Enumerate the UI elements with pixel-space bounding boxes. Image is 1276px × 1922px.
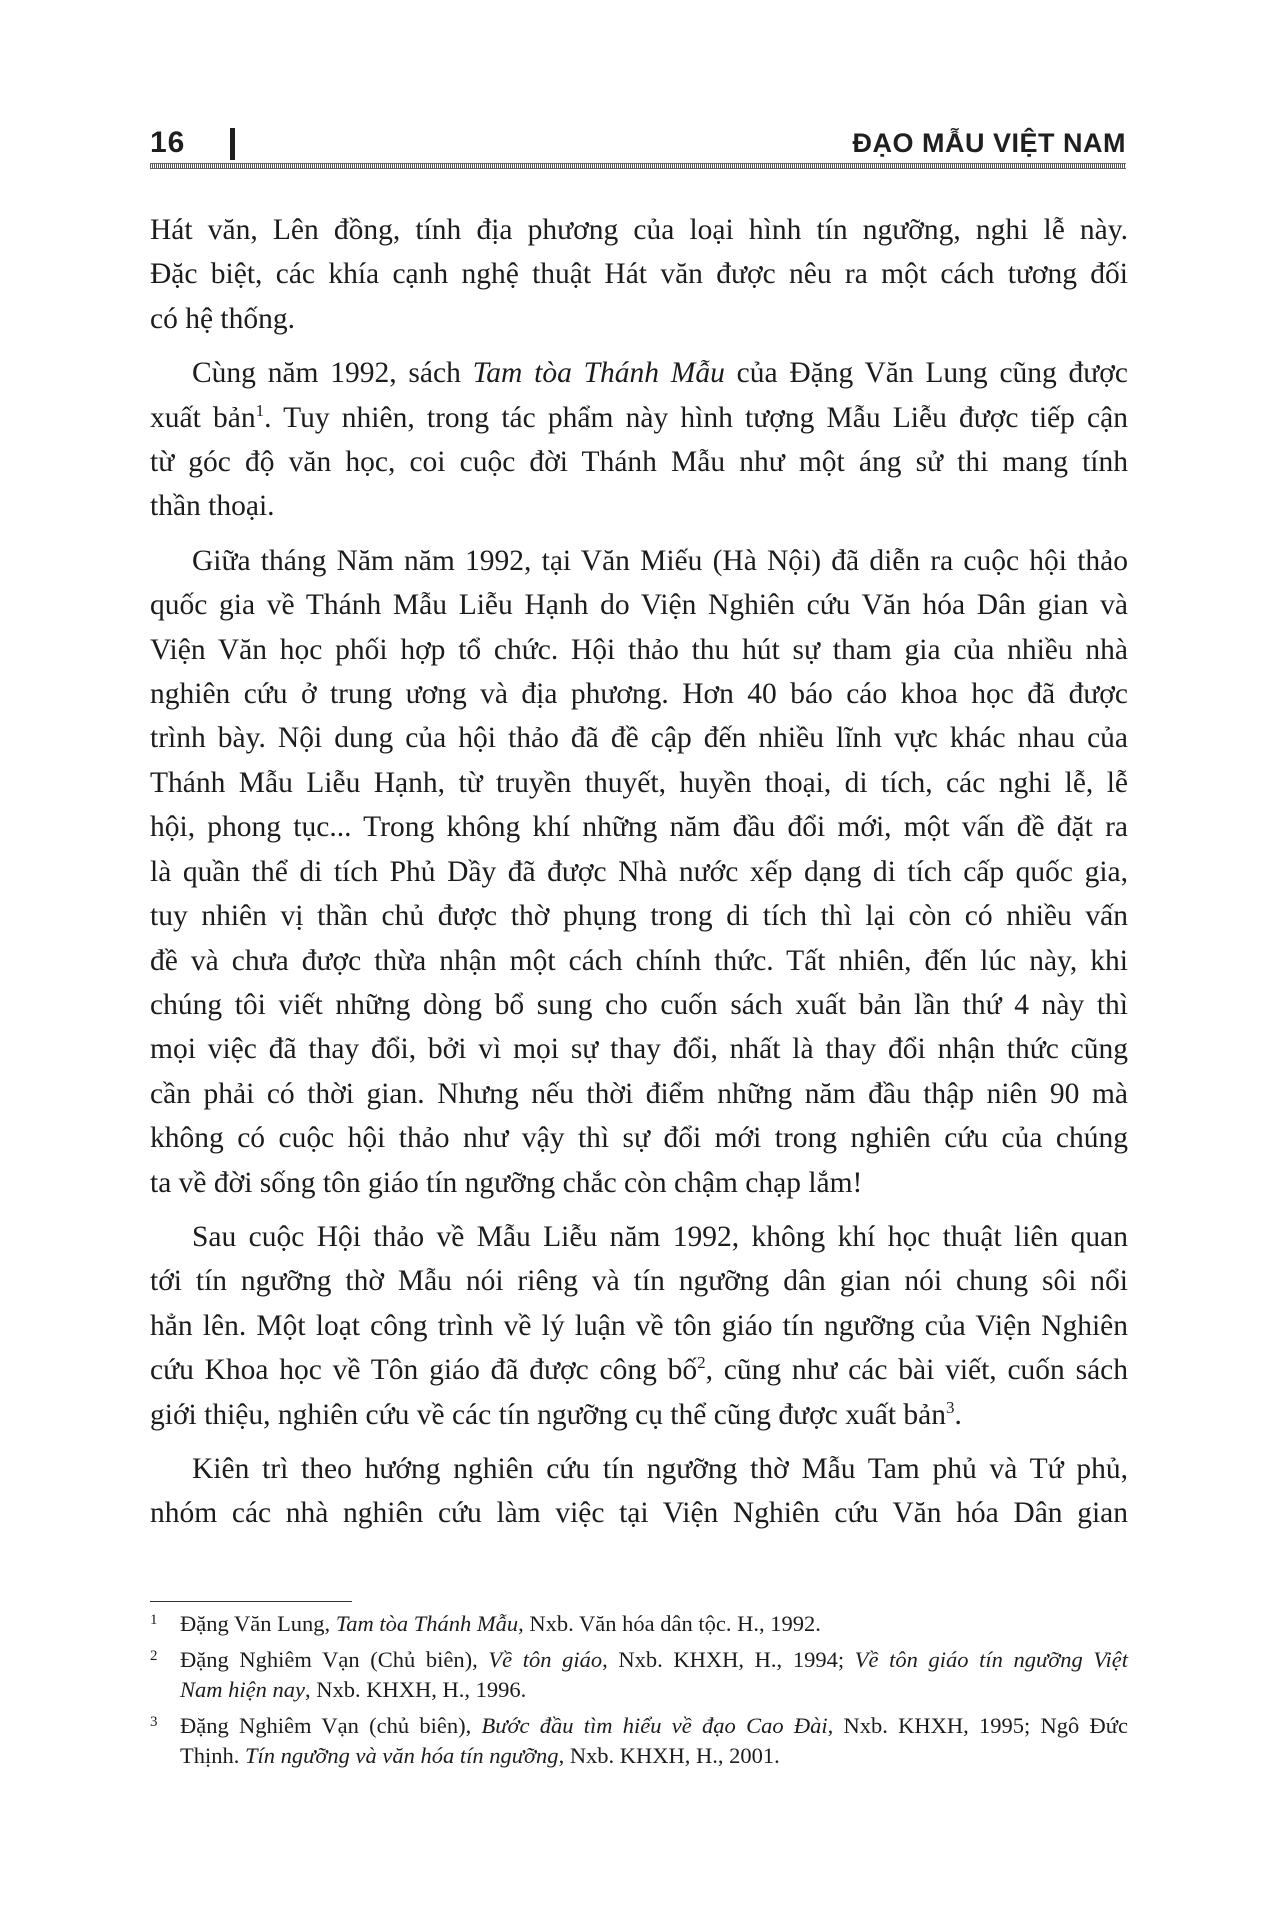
text-run: , cũng như các bài viết, cuốn sách — [705, 1354, 1129, 1387]
text-run: giới thiệu, nghiên cứu về các tín ngưỡng cụ thể cũng được xuất bản — [150, 1398, 946, 1431]
text-line: Thánh Mẫu Liễu Hạnh, từ truyền thuyết, huyền thoại, di tích, các nghi lễ, lễ — [150, 766, 1128, 799]
text-line: cần phải có thời gian. Nhưng nếu thời điểm những năm đầu thập niên 90 mà — [150, 1077, 1128, 1110]
text-run: Kiên trì theo hướng nghiên cứu tín ngưỡng thờ Mẫu Tam phủ và Tứ phủ, — [192, 1452, 1128, 1485]
text-line: hội, phong tục... Trong không khí những năm đầu đổi mới, một vấn đề đặt ra — [150, 811, 1128, 844]
footnote-ref: 2 — [697, 1353, 706, 1373]
text-line — [150, 1348, 1128, 1392]
text-run: . — [954, 1398, 962, 1431]
cited-title: Về tôn giáo tín ngưỡng Việt — [854, 1647, 1128, 1672]
body-text — [150, 208, 1128, 1546]
text-run: Thịnh. — [180, 1743, 245, 1768]
text-run: , Nxb. Văn hóa dân tộc. H., 1992. — [518, 1611, 821, 1636]
text-run: Giữa tháng Năm năm 1992, tại Văn Miếu (Hà Nội) đã diễn ra cuộc hội thảo — [192, 544, 1128, 577]
paragraph-4 — [150, 1215, 1128, 1437]
text-line — [150, 396, 1128, 440]
footnote-ref: 1 — [255, 400, 265, 420]
text-line: trình bày. Nội dung của hội thảo đã đề cập đến nhiều lĩnh vực khác nhau của — [150, 722, 1128, 755]
text-run: cứu Khoa học về Tôn giáo đã được công bố — [150, 1354, 698, 1387]
footnote-1 — [150, 1609, 1128, 1639]
text-run: Cùng năm 1992, sách — [192, 357, 473, 390]
cited-title: Tam tòa Thánh Mẫu — [335, 1611, 519, 1636]
header-divider-bar — [230, 128, 235, 160]
text-run: Đặng Văn Lung, — [180, 1611, 336, 1636]
book-title-italic: Tam tòa Thánh Mẫu — [472, 357, 725, 390]
text-run: , Nxb. KHXH, H., 1996. — [304, 1677, 527, 1702]
text-line: hẳn lên. Một loạt công trình về lý luận về tôn giáo tín ngưỡng của Viện Nghiên — [150, 1309, 1128, 1342]
text-line — [180, 1711, 1128, 1741]
text-line: không có cuộc hội thảo như vậy thì sự đổi mới trong nghiên cứu của chúng — [150, 1122, 1128, 1155]
text-line: Viện Văn học phối hợp tổ chức. Hội thảo thu hút sự tham gia của nhiều nhà — [150, 633, 1128, 666]
text-run: xuất bản — [150, 401, 256, 434]
text-line: quốc gia về Thánh Mẫu Liễu Hạnh do Viện Nghiên cứu Văn hóa Dân gian và — [150, 589, 1128, 622]
text-line: mọi việc đã thay đổi, bởi vì mọi sự thay đổi, nhất là thay đổi nhận thức cũng — [150, 1033, 1128, 1066]
text-line: thần thoại. — [150, 490, 275, 523]
text-line — [150, 1215, 1128, 1259]
header-rule — [150, 163, 1126, 169]
text-line — [180, 1741, 1128, 1771]
text-line: tuy nhiên vị thần chủ được thờ phụng trong di tích thì lại còn có nhiều vấn — [150, 900, 1128, 933]
cited-title: Nam hiện nay — [180, 1677, 305, 1702]
text-line — [180, 1675, 1128, 1705]
text-line — [150, 1393, 1128, 1437]
paragraph-5 — [150, 1447, 1128, 1536]
cited-title: Về tôn giáo — [488, 1647, 603, 1672]
footnote-3 — [150, 1711, 1128, 1771]
text-line — [180, 1645, 1128, 1675]
footnotes — [150, 1609, 1128, 1777]
footnote-number: 2 — [150, 1648, 158, 1664]
page-number: 16 — [150, 126, 186, 159]
text-line: đề và chưa được thừa nhận một cách chính thức. Tất nhiên, đến lúc này, khi — [150, 944, 1128, 977]
text-line — [150, 351, 1128, 395]
text-line: Hát văn, Lên đồng, tính địa phương của loại hình tín ngưỡng, nghi lễ này. — [150, 214, 1128, 246]
text-run: Đặng Nghiêm Vạn (chủ biên), — [180, 1713, 482, 1738]
text-line: ta về đời sống tôn giáo tín ngưỡng chắc còn chậm chạp lắm! — [150, 1166, 863, 1199]
text-line: Đặc biệt, các khía cạnh nghệ thuật Hát văn được nêu ra một cách tương đối — [150, 258, 1128, 291]
text-line: tới tín ngưỡng thờ Mẫu nói riêng và tín ngưỡng dân gian nói chung sôi nổi — [150, 1265, 1128, 1298]
text-line: có hệ thống. — [150, 302, 296, 335]
text-line: nghiên cứu ở trung ương và địa phương. Hơn 40 báo cáo khoa học đã được — [150, 678, 1128, 711]
text-run: của Đặng Văn Lung cũng được — [724, 357, 1128, 390]
text-run: Đặng Nghiêm Vạn (Chủ biên), — [180, 1647, 489, 1672]
text-line: chúng tôi viết những dòng bổ sung cho cuốn sách xuất bản lần thứ 4 này thì — [150, 988, 1128, 1021]
text-line: là quần thể di tích Phủ Dầy đã được Nhà nước xếp dạng di tích cấp quốc gia, — [150, 855, 1128, 888]
text-line: từ góc độ văn học, coi cuộc đời Thánh Mẫu như một áng sử thi mang tính — [150, 446, 1128, 479]
text-run: , Nxb. KHXH, 1995; Ngô Đức — [827, 1713, 1128, 1738]
text-run: Sau cuộc Hội thảo về Mẫu Liễu năm 1992, không khí học thuật liên quan — [192, 1220, 1128, 1253]
footnote-number: 3 — [150, 1714, 158, 1730]
text-line — [150, 1447, 1128, 1491]
footnote-2 — [150, 1645, 1128, 1705]
footnote-number: 1 — [150, 1612, 158, 1628]
running-header — [150, 126, 1126, 162]
text-line: nhóm các nhà nghiên cứu làm việc tại Viện Nghiên cứu Văn hóa Dân gian — [150, 1497, 1128, 1530]
paragraph-1 — [150, 208, 1128, 341]
cited-title: Bước đầu tìm hiểu về đạo Cao Đài — [481, 1713, 828, 1738]
cited-title: Tín ngưỡng và văn hóa tín ngưỡng — [245, 1743, 559, 1768]
footnote-separator — [150, 1601, 352, 1602]
text-run: . Tuy nhiên, trong tác phẩm này hình tượng Mẫu Liễu được tiếp cận — [264, 401, 1128, 434]
paragraph-3 — [150, 539, 1128, 1205]
text-run: , Nxb. KHXH, H., 2001. — [558, 1743, 780, 1768]
book-title: ĐẠO MẪU VIỆT NAM — [852, 128, 1126, 158]
footnote-ref: 3 — [946, 1397, 955, 1417]
text-line — [150, 539, 1128, 583]
text-run: , Nxb. KHXH, H., 1994; — [602, 1647, 855, 1672]
paragraph-2 — [150, 351, 1128, 529]
